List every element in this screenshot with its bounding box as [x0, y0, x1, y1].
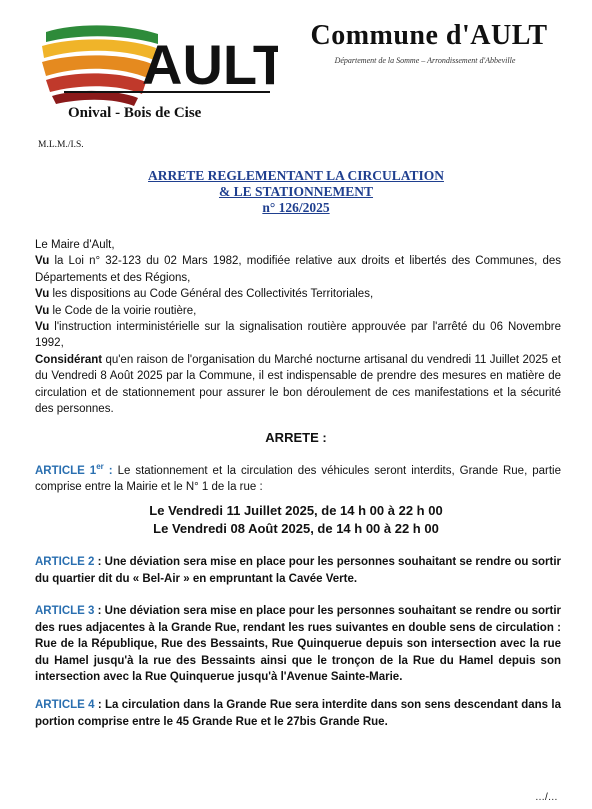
vu-paragraph-2: Vu les dispositions au Code Général des Collectivités Territoriales,: [35, 288, 374, 301]
page-continuation: …/…: [535, 792, 558, 803]
logo-tagline: Onival - Bois de Cise: [68, 105, 202, 121]
commune-logo: [38, 20, 278, 130]
article-2: [35, 554, 561, 587]
article-4-text: : La circulation dans la Grande Rue sera interdite dans son sens descendant dans la portion comprise entre le 45 Grande Rue et le 27bis Grande Rue.: [35, 699, 561, 728]
vu-paragraph-1: Vu la Loi n° 32-123 du 02 Mars 1982, modifiée relative aux droits et libertés des Communes, des Départements et des Régions,: [35, 255, 561, 284]
logo-graphic: [38, 20, 278, 130]
event-dates: [0, 502, 592, 538]
title-line-3: n° 126/2025: [262, 200, 330, 215]
title-line-1: ARRETE REGLEMENTANT LA CIRCULATION: [148, 168, 444, 183]
vu-paragraph-3: Vu le Code de la voirie routière,: [35, 304, 197, 317]
article-4: [35, 697, 561, 730]
date-line-2: Le Vendredi 08 Août 2025, de 14 h 00 à 22 h 00: [153, 521, 439, 536]
reference-initials: M.L.M./I.S.: [38, 140, 84, 150]
article-3-text: : Une déviation sera mise en place pour les personnes souhaitant se rendre ou sortir des rues adjacentes à la Grande Rue, rendant les rues suivantes en double sens de circulation : Rue de la République, Rue des Bessaints, Rue Quinquerue depuis son intersection avec la rue du Hamel jusqu'à la rue des Bessaints ainsi que le tronçon de la Rue du Hamel depuis son intersection avec la Rue Quinquerue jusqu'à l'Avenue Sainte-Marie.: [35, 605, 562, 684]
article-2-text: : Une déviation sera mise en place pour les personnes souhaitant se rendre ou sortir du quartier dit du « Bel-Air » en empruntant la Cavée Verte.: [35, 556, 562, 585]
article-3: [35, 603, 561, 686]
article-1-label: ARTICLE 1er :: [35, 462, 113, 477]
article-4-label: ARTICLE 4: [35, 699, 95, 711]
title-line-2: & LE STATIONNEMENT: [218, 184, 374, 199]
document-title: [0, 168, 592, 216]
commune-subtitle: Département de la Somme – Arrondissement d'Abbeville: [334, 56, 516, 65]
preamble: [35, 237, 561, 417]
logo-wordmark: AULT: [142, 33, 278, 96]
article-2-label: ARTICLE 2: [35, 556, 95, 568]
article-3-label: ARTICLE 3: [35, 605, 95, 617]
arrete-heading: ARRETE :: [265, 430, 327, 445]
article-1: [35, 459, 561, 496]
article-1-text: Le stationnement et la circulation des véhicules seront interdits, Grande Rue, partie comprise entre la Mairie et le N° 1 de la rue :: [35, 464, 562, 494]
date-line-1: Le Vendredi 11 Juillet 2025, de 14 h 00 à 22 h 00: [149, 503, 443, 518]
commune-title: Commune d'AULT: [310, 20, 548, 51]
vu-paragraph-4: Vu l'instruction interministérielle sur la signalisation routière approuvée par l'arrêté du 06 Novembre 1992,: [35, 321, 561, 350]
considerant-paragraph: Considérant qu'en raison de l'organisation du Marché nocturne artisanal du vendredi 11 Juillet 2025 et du Vendredi 8 Août 2025 par la Commune, il est indispensable de prendre des mesures en matière de circulation et de stationnement pour assurer le bon déroulement de ces manifestations et la sécurité des personnes.: [35, 353, 561, 416]
maire-line: Le Maire d'Ault,: [35, 239, 115, 251]
